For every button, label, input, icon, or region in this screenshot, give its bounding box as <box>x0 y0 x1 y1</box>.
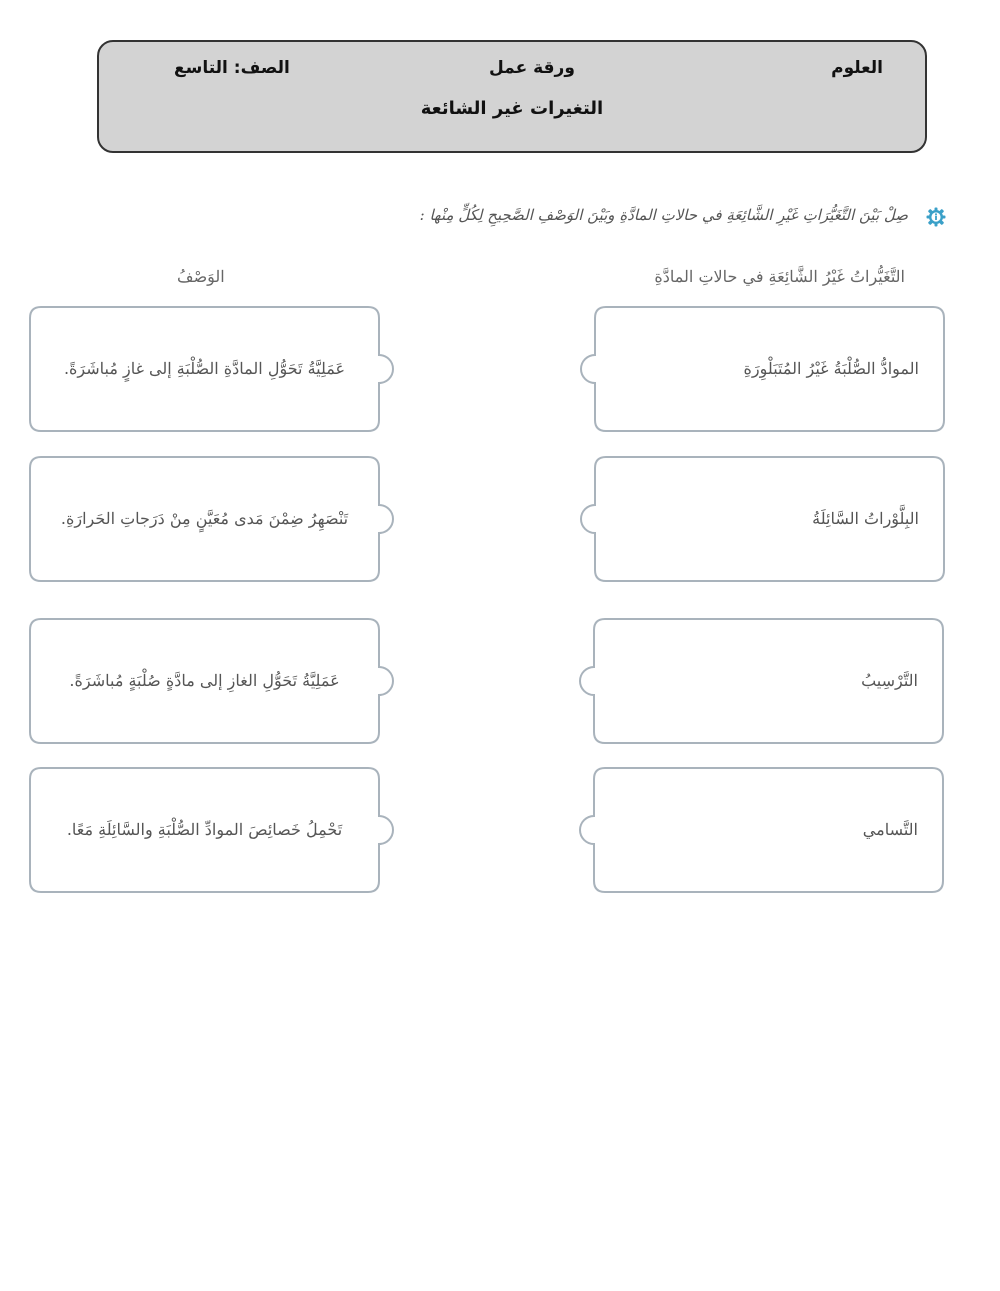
worksheet-type-label: ورقة عمل <box>489 58 575 78</box>
description-label: عَمَلِيَّةُ تَحَوُّلِ المادَّةِ الصُّلْبَةِ إلى غازٍ مُباشَرَةً. <box>63 359 346 378</box>
changes-column-header: التَّغَيُّراتُ غَيْرُ الشَّائِعَةِ في حالاتِ المادَّةِ <box>654 267 905 286</box>
instruction-text: صِلْ بَيْنَ التَّغَيُّرَاتِ غَيْرِ الشَّائِعَةِ في حالاتِ المادَّةِ وبَيْنَ الوَصْفِ الصَّحِيحِ لِكُلٍّ مِنْها : <box>419 206 908 224</box>
description-card-1[interactable] <box>29 306 380 432</box>
info-icon <box>926 207 946 227</box>
grade-label: الصف: التاسع <box>174 58 290 78</box>
description-label: تَحْمِلُ خَصائِصَ الموادِّ الصُّلْبَةِ والسَّائِلَةِ مَعًا. <box>66 820 343 839</box>
change-label: الموادُّ الصُّلْبَةُ غَيْرُ المُتَبَلْوِرَةِ <box>743 359 919 378</box>
change-card-4[interactable] <box>593 767 944 893</box>
description-label: تَنْصَهِرُ ضِمْنَ مَدى مُعَيَّنٍ مِنْ دَرَجاتِ الحَرارَةِ. <box>60 509 349 528</box>
worksheet-header <box>97 40 927 153</box>
subject-label: العلوم <box>831 58 883 78</box>
change-card-3[interactable] <box>593 618 944 744</box>
description-card-2[interactable] <box>29 456 380 582</box>
change-label: البِلَّوْراتُ السَّائِلَةُ <box>812 509 919 528</box>
description-label: عَمَلِيَّةُ تَحَوُّلِ الغازِ إلى مادَّةٍ صُلْبَةٍ مُباشَرَةً. <box>69 671 340 690</box>
change-label: التَّسامي <box>862 820 918 839</box>
description-card-3[interactable] <box>29 618 380 744</box>
description-card-4[interactable] <box>29 767 380 893</box>
description-column-header: الوَصْفُ <box>177 267 225 286</box>
change-card-1[interactable] <box>594 306 945 432</box>
change-label: التَّرْسِيبُ <box>861 671 918 690</box>
worksheet-title: التغيرات غير الشائعة <box>420 98 604 119</box>
change-card-2[interactable] <box>594 456 945 582</box>
